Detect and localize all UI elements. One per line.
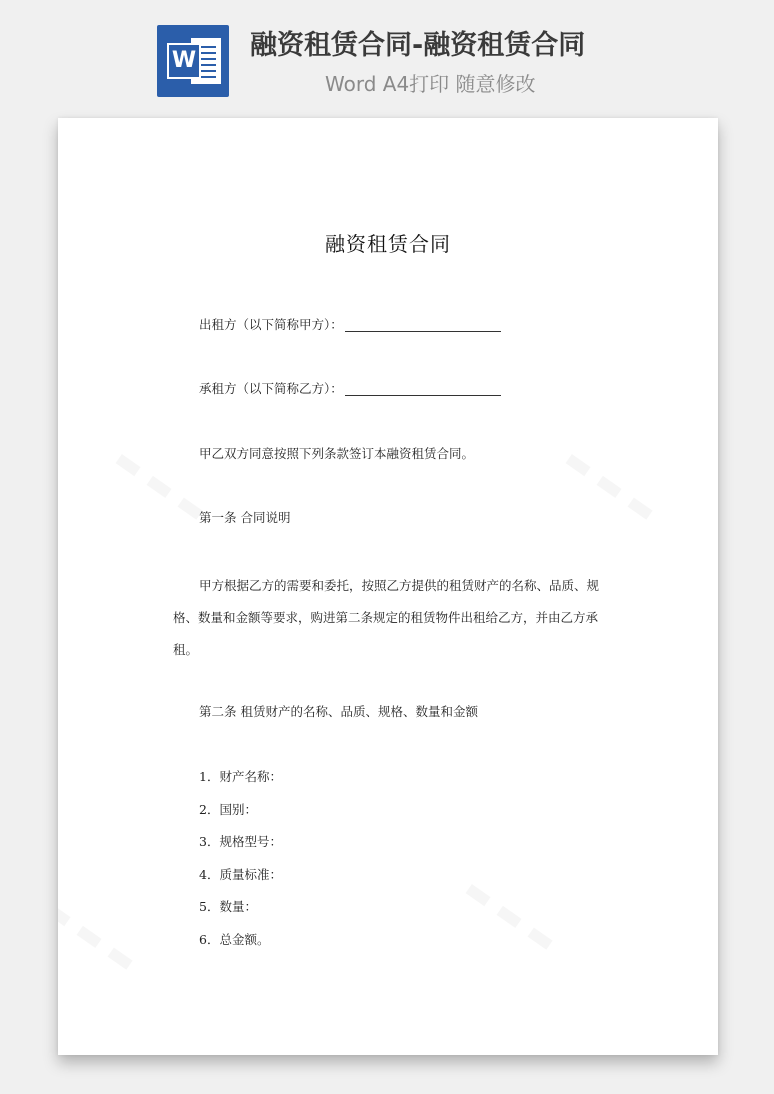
lessee-blank: [345, 382, 501, 396]
lessor-label: 出租方（以下简称甲方）：: [199, 317, 343, 332]
watermark: [557, 441, 662, 529]
list-item: 6．总金额。: [199, 932, 270, 947]
lessee-label: 承租方（以下简称乙方）：: [199, 381, 343, 396]
word-letter: W: [167, 43, 201, 79]
word-document-icon: [157, 25, 229, 97]
watermark: [107, 441, 212, 529]
lessor-line: [199, 316, 501, 334]
list-item: 4．质量标准：: [199, 867, 282, 882]
header-banner: [0, 0, 774, 118]
article2-heading: 第二条 租赁财产的名称、品质、规格、数量和金额: [199, 704, 478, 719]
banner-title: 融资租赁合同-融资租赁合同: [250, 30, 586, 61]
banner-subtitle: Word A4打印 随意修改: [325, 72, 536, 96]
lessee-line: [199, 380, 501, 398]
list-item: 1．财产名称：: [199, 769, 282, 784]
lessor-blank: [345, 318, 501, 332]
article1-heading: 第一条 合同说明: [199, 510, 291, 525]
article1-body: 甲方根据乙方的需要和委托，按照乙方提供的租赁财产的名称、品质、规格、数量和金额等要求，购进第二条规定的租赁物件出租给乙方，并由乙方承租。: [173, 578, 600, 657]
agreement-text: 甲乙双方同意按照下列条款签订本融资租赁合同。: [199, 446, 475, 461]
document-title: 融资租赁合同: [325, 232, 451, 256]
list-item: 2．国别：: [199, 802, 257, 817]
watermark: [457, 871, 562, 959]
watermark: [58, 891, 143, 979]
list-item: 5．数量：: [199, 899, 257, 914]
document-page: [58, 118, 718, 1055]
list-item: 3．规格型号：: [199, 834, 282, 849]
